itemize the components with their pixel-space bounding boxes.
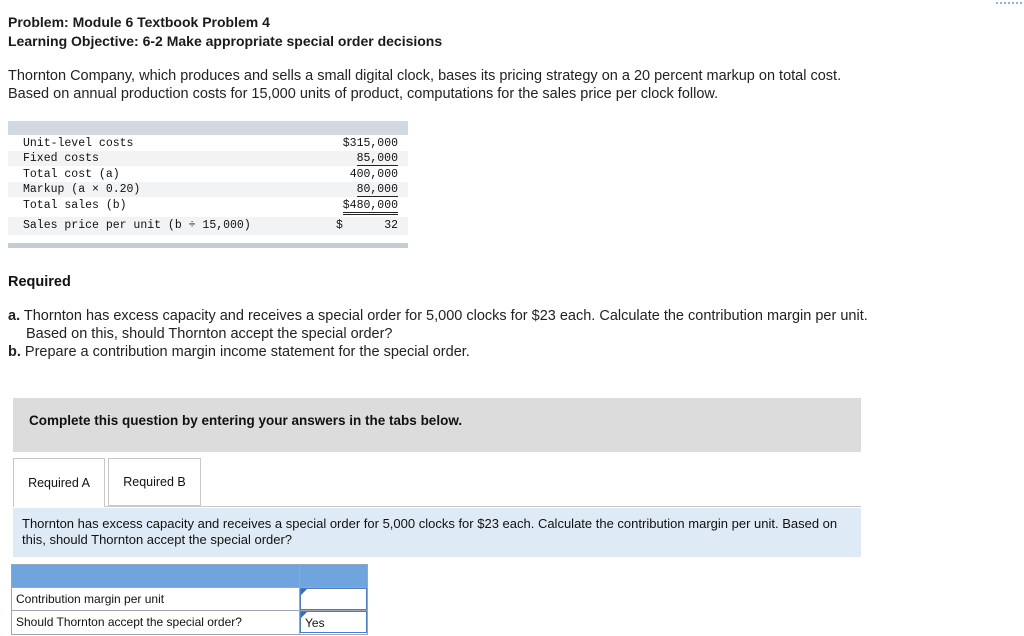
cost-row-unit-level xyxy=(8,136,408,151)
cost-label: Sales price per unit (b ÷ 15,000) xyxy=(23,219,251,232)
cost-label: Fixed costs xyxy=(23,152,99,165)
cost-table xyxy=(8,121,408,251)
corner-dots-decoration xyxy=(996,2,1022,6)
required-a-text: Thornton has excess capacity and receives a special order for 5,000 clocks for $23 each. Calculate the contribution margin per unit. xyxy=(23,308,868,324)
required-heading: Required xyxy=(8,274,71,290)
instruction-text: Complete this question by entering your answers in the tabs below. xyxy=(29,413,463,428)
learning-objective: Learning Objective: 6-2 Make appropriate special order decisions xyxy=(8,33,443,49)
instruction-banner xyxy=(13,398,861,452)
cost-row-markup xyxy=(8,182,408,197)
cost-table-header xyxy=(8,121,408,135)
tab-required-a[interactable] xyxy=(13,458,105,507)
cost-label: Markup (a × 0.20) xyxy=(23,183,141,196)
cost-amount: 85,000 xyxy=(356,152,398,165)
problem-title: Problem: Module 6 Textbook Problem 4 xyxy=(8,14,270,30)
accept-order-select[interactable] xyxy=(300,611,367,633)
required-b-prefix: b. xyxy=(8,344,21,360)
answer-label: Should Thornton accept the special order? xyxy=(16,615,242,629)
answer-value: Yes xyxy=(305,616,325,630)
cost-label: Unit-level costs xyxy=(23,137,134,150)
question-prompt xyxy=(13,508,861,557)
cost-row-total-sales xyxy=(8,198,408,213)
cost-label: Total cost (a) xyxy=(23,168,120,181)
required-a-text-2: Based on this, should Thornton accept the special order? xyxy=(26,326,393,342)
cost-amount: 32 xyxy=(384,219,398,232)
cost-amount: 80,000 xyxy=(356,183,398,196)
cost-amount: $480,000 xyxy=(343,199,398,215)
cost-row-total-cost xyxy=(8,167,408,182)
prompt-text: Thornton has excess capacity and receives a special order for 5,000 clocks for $23 each. Calculate the contribution margin per unit. Based on this, should Thornton accept the special order? xyxy=(22,516,838,547)
contribution-margin-input[interactable] xyxy=(300,588,367,610)
answer-table-header xyxy=(12,565,367,587)
intro-line-2: Based on annual production costs for 15,000 units of product, computations for the sales price per clock follow. xyxy=(8,86,719,102)
tab-label: Required B xyxy=(123,475,186,489)
cost-row-fixed xyxy=(8,151,408,166)
cost-table-footer xyxy=(8,243,408,248)
answer-table xyxy=(11,564,368,635)
required-b xyxy=(8,343,470,361)
intro-line-1: Thornton Company, which produces and sells a small digital clock, bases its pricing strategy on a 20 percent markup on total cost. xyxy=(8,68,842,84)
required-b-text: Prepare a contribution margin income statement for the special order. xyxy=(24,344,470,360)
input-flag-icon xyxy=(301,589,307,595)
cost-row-sales-price xyxy=(8,217,408,235)
required-a xyxy=(8,307,868,325)
answer-row-contribution-margin xyxy=(12,587,367,610)
cost-amount: 400,000 xyxy=(349,168,398,181)
tab-underline xyxy=(105,506,861,507)
tab-label: Required A xyxy=(28,476,90,490)
cost-label: Total sales (b) xyxy=(23,199,127,212)
cost-amount: $315,000 xyxy=(342,137,398,150)
required-a-continued xyxy=(8,325,393,343)
cost-currency: $ xyxy=(336,219,343,232)
required-a-prefix: a. xyxy=(8,308,21,324)
tab-required-b[interactable] xyxy=(108,458,201,506)
answer-label: Contribution margin per unit xyxy=(16,592,165,606)
answer-table-divider xyxy=(299,565,300,634)
answer-row-accept-order xyxy=(12,610,367,633)
